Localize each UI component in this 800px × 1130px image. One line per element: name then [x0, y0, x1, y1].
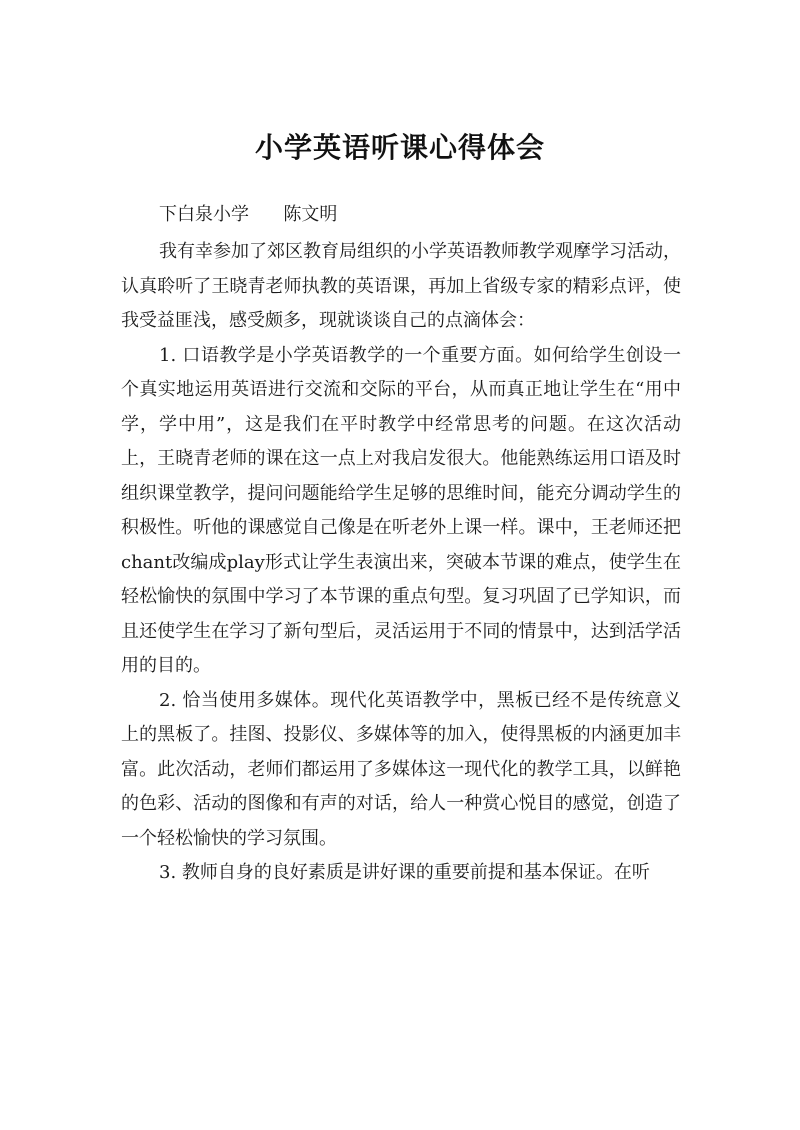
paragraph-point-1: 1. 口语教学是小学英语教学的一个重要方面。如何给学生创设一个真实地运用英语进行交流和交际的平台，从而真正地让学生在“用中学，学中用”，这是我们在平时教学中经常思考的问题。在这次活动上，王晓青老师的课在这一点上对我启发很大。他能熟练运用口语及时组织课堂教学，提问问题能给学生足够的思维时间，能充分调动学生的积极性。听他的课感觉自己像是在听老外上课一样。课中，王老师还把chant改编成play形式让学生表演出来，突破本节课的难点，使学生在轻松愉快的氛围中学习了本节课的重点句型。复习巩固了已学知识，而且还使学生在学习了新句型后，灵活运用于不同的情景中，达到活学活用的目的。	[121, 344, 681, 676]
author-byline: 下白泉小学 陈文明	[159, 204, 338, 225]
paragraph-point-3: 3. 教师自身的良好素质是讲好课的重要前提和基本保证。在听	[159, 862, 650, 883]
page-title: 小学英语听课心得体会	[254, 131, 545, 164]
paragraph-point-2: 2. 恰当使用多媒体。现代化英语教学中，黑板已经不是传统意义上的黑板了。挂图、投影仪、多媒体等的加入，使得黑板的内涵更加丰富。此次活动，老师们都运用了多媒体这一现代化的教学工具，以鲜艳的色彩、活动的图像和有声的对话，给人一种赏心悦目的感觉，创造了一个轻松愉快的学习氛围。	[121, 689, 681, 849]
document-body	[121, 235, 681, 891]
paragraph-intro: 我有幸参加了郊区教育局组织的小学英语教师教学观摩学习活动，认真聆听了王晓青老师执教的英语课，再加上省级专家的精彩点评，使我受益匪浅，感受颇多，现就谈谈自己的点滴体会：	[121, 241, 681, 331]
